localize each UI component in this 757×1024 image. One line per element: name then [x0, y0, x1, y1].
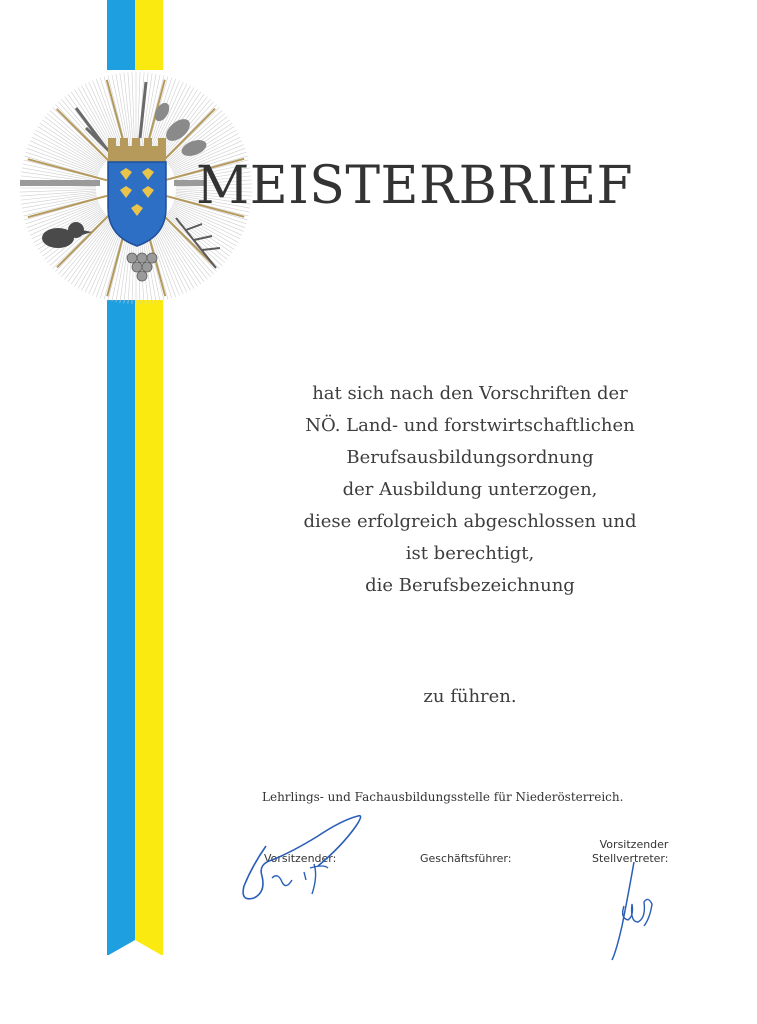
mural-crown: [108, 138, 166, 162]
manager-signature-label: Geschäftsführer:: [420, 852, 512, 865]
ribbon-top: [107, 0, 163, 70]
body-line: Berufsausbildungsordnung: [346, 447, 594, 468]
ribbon-stripe-blue: [107, 0, 135, 70]
ribbon-stripe-yellow: [135, 0, 163, 70]
body-line: die Berufsbezeichnung: [365, 575, 575, 596]
ribbon-notch: [107, 922, 163, 956]
chair-signature: [232, 806, 372, 916]
body-line: ist berechtigt,: [405, 543, 535, 564]
closing-line: zu führen.: [423, 686, 517, 707]
ribbon-stripe-blue: [107, 300, 135, 955]
certificate-title: MEISTERBRIEF: [196, 156, 634, 216]
chair-signature-label: Vorsitzender:: [264, 852, 337, 865]
deputy-signature: [604, 856, 664, 966]
ribbon-bottom: [107, 300, 163, 955]
body-line: diese erfolgreich abgeschlossen und: [303, 511, 637, 532]
gold-ray: [57, 109, 115, 167]
certificate-body: [230, 378, 710, 602]
institution-name: Lehrlings- und Fachausbildungsstelle für Niederösterreich.: [262, 790, 624, 804]
ribbon-stripe-yellow: [135, 300, 163, 955]
body-line: NÖ. Land- und forstwirtschaftlichen: [305, 415, 635, 436]
body-line: hat sich nach den Vorschriften der: [312, 383, 628, 404]
body-line: der Ausbildung unterzogen,: [342, 479, 598, 500]
deputy-label-line2: Stellvertreter:: [592, 852, 669, 865]
bird-icon: [42, 222, 92, 248]
deputy-label-line1: Vorsitzender: [599, 838, 669, 851]
